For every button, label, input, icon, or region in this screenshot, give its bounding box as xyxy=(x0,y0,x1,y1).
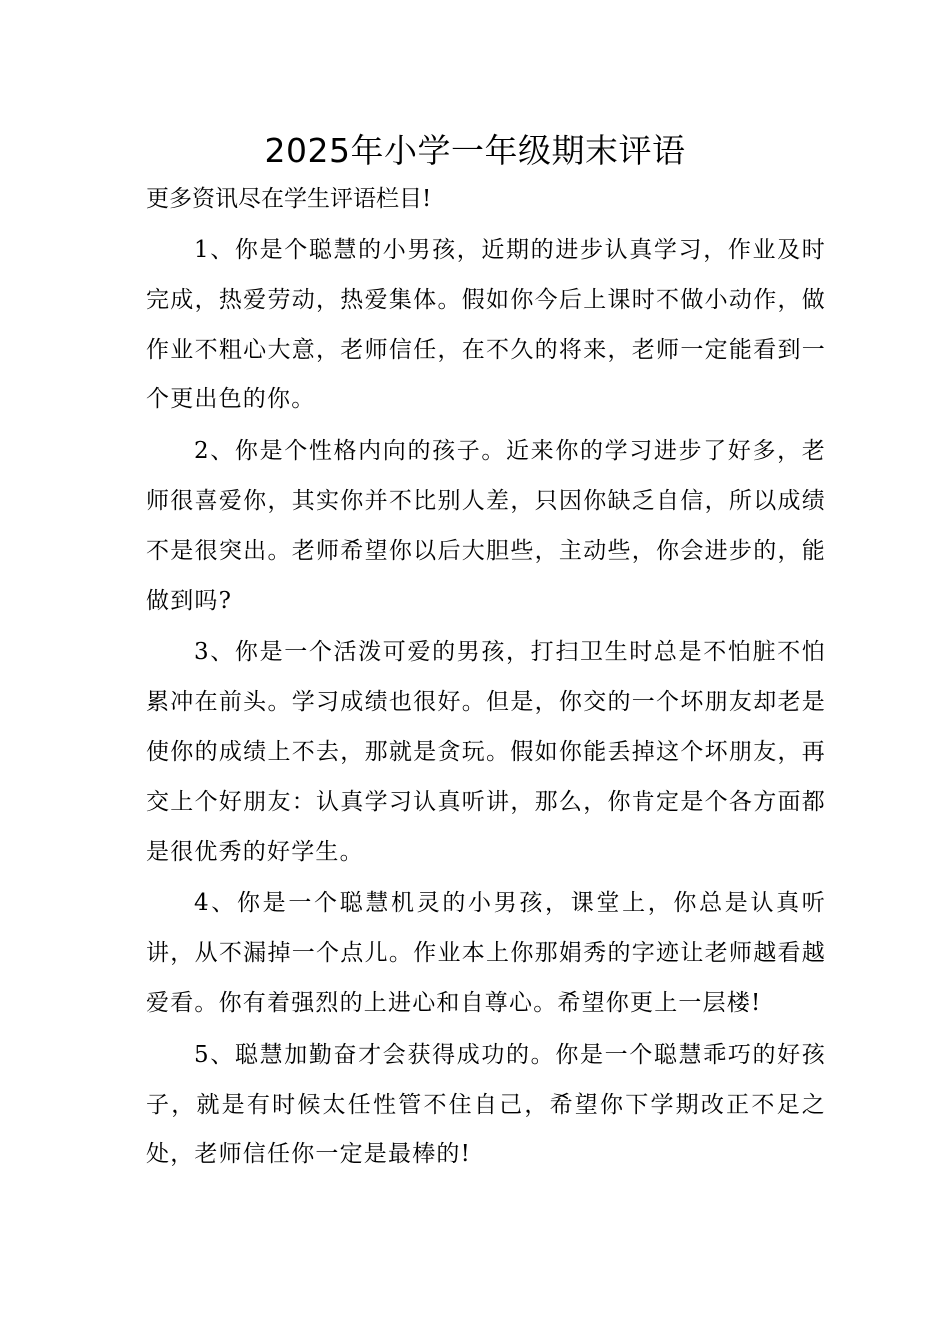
intro-line: 更多资讯尽在学生评语栏目! xyxy=(146,186,432,212)
comment-paragraph: 2、你是个性格内向的孩子。近来你的学习进步了好多，老师很喜爱你，其实你并不比别人差，只因你缺乏自信，所以成绩不是很突出。老师希望你以后大胆些，主动些，你会进步的，能做到吗? xyxy=(146,438,826,614)
comment-list xyxy=(146,226,826,1182)
comment-paragraph: 5、聪慧加勤奋才会获得成功的。你是一个聪慧乖巧的好孩子，就是有时候太任性管不住自己，希望你下学期改正不足之处，老师信任你一定是最棒的! xyxy=(146,1041,826,1168)
comment-paragraph: 1、你是个聪慧的小男孩，近期的进步认真学习，作业及时完成，热爱劳动，热爱集体。假如你今后上课时不做小动作，做作业不粗心大意，老师信任，在不久的将来，老师一定能看到一个更出色的你。 xyxy=(146,237,826,413)
document-title: 2025年小学一年级期末评语 xyxy=(264,131,686,170)
comment-paragraph: 3、你是一个活泼可爱的男孩，打扫卫生时总是不怕脏不怕累冲在前头。学习成绩也很好。但是，你交的一个坏朋友却老是使你的成绩上不去，那就是贪玩。假如你能丢掉这个坏朋友，再交上个好朋友：认真学习认真听讲，那么，你肯定是个各方面都是很优秀的好学生。 xyxy=(146,639,826,865)
comment-paragraph: 4、你是一个聪慧机灵的小男孩，课堂上，你总是认真听讲，从不漏掉一个点儿。作业本上你那娟秀的字迹让老师越看越爱看。你有着强烈的上进心和自尊心。希望你更上一层楼! xyxy=(146,890,826,1016)
